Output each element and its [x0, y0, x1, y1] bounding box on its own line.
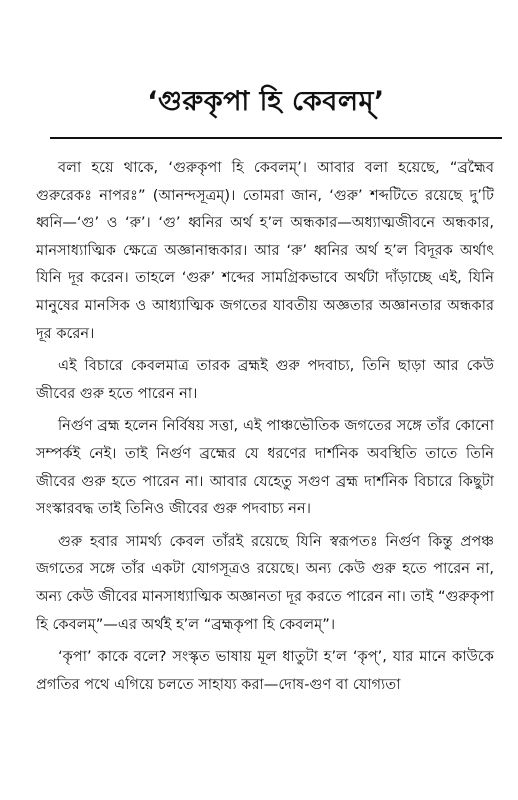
title-underline [50, 137, 502, 139]
paragraph: এই বিচারে কেবলমাত্র তারক ব্রহ্মই গুরু পদবাচ্য, তিনি ছাড়া আর কেউ জীবের গুরু হতে পারেন না। [36, 357, 494, 402]
paragraph: বলা হয়ে থাকে, ‘গুরুকৃপা হি কেবলম্‌’। আবার বলা হয়েছে, “ব্রহ্মৈব গুরুরেকঃ নাপরঃ” (আনন্দসূত্রম্‌)। তোমরা জান, ‘গুরু’ শব্দটিতে রয়েছে দু’টি ধ্বনি—‘গু’ ও ‘রু’। ‘গু’ ধ্বনির অর্থ হ’ল অন্ধকার—অধ্যাত্মজীবনে অন্ধকার, মানসাধ্যাত্মিক ক্ষেত্রে অজ্ঞানান্ধকার। আর ‘রু’ ধ্বনির অর্থ হ’ল বিদূরক অর্থাৎ যিনি দূর করেন। তাহলে ‘গুরু’ শব্দের সামগ্রিকভাবে অর্থটা দাঁড়াচ্ছে এই, যিনি মানুষের মানসিক ও আধ্যাত্মিক জগতের যাবতীয় অজ্ঞতার অজ্ঞানতার অন্ধকার দূর করেন। [36, 159, 494, 342]
paragraph: নির্গুণ ব্রহ্ম হলেন নির্বিষয় সত্তা, এই পাঞ্চভৌতিক জগতের সঙ্গে তাঁর কোনো সম্পর্কই নেই। তাই নির্গুণ ব্রহ্মের যে ধরণের দার্শনিক অবস্থিতি তাতে তিনি জীবের গুরু হতে পারেন না। আবার যেহেতু সগুণ ব্রহ্ম দার্শনিক বিচারে কিছুটা সংস্কারবদ্ধ তাই তিনিও জীবের গুরু পদবাচ্য নন। [36, 417, 494, 518]
page-body [36, 154, 494, 703]
chapter-title: ‘গুরুকৃপা হি কেবলম্‌’ [147, 86, 385, 117]
paragraph: গুরু হবার সামর্থ্য কেবল তাঁরই রয়েছে যিনি স্বরূপতঃ নির্গুণ কিন্তু প্রপঞ্চ জগতের সঙ্গে তাঁর একটা যোগসূত্রও রয়েছে। অন্য কেউ গুরু হতে পারেন না, অন্য কেউ জীবের মানসাধ্যাত্মিক অজ্ঞানতা দূর করতে পারেন না। তাই “গুরুকৃপা হি কেবলম্‌”—এর অর্থই হ’ল “ব্রহ্মকৃপা হি কেবলম্‌”। [36, 532, 494, 633]
paragraph: ‘কৃপা’ কাকে বলে? সংস্কৃত ভাষায় মূল ধাতুটা হ’ল ‘কৃপ্‌’, যার মানে কাউকে প্রগতির পথে এগিয়ে চলতে সাহায্য করা—দোষ-গুণ বা যোগ্যতা [36, 648, 494, 693]
